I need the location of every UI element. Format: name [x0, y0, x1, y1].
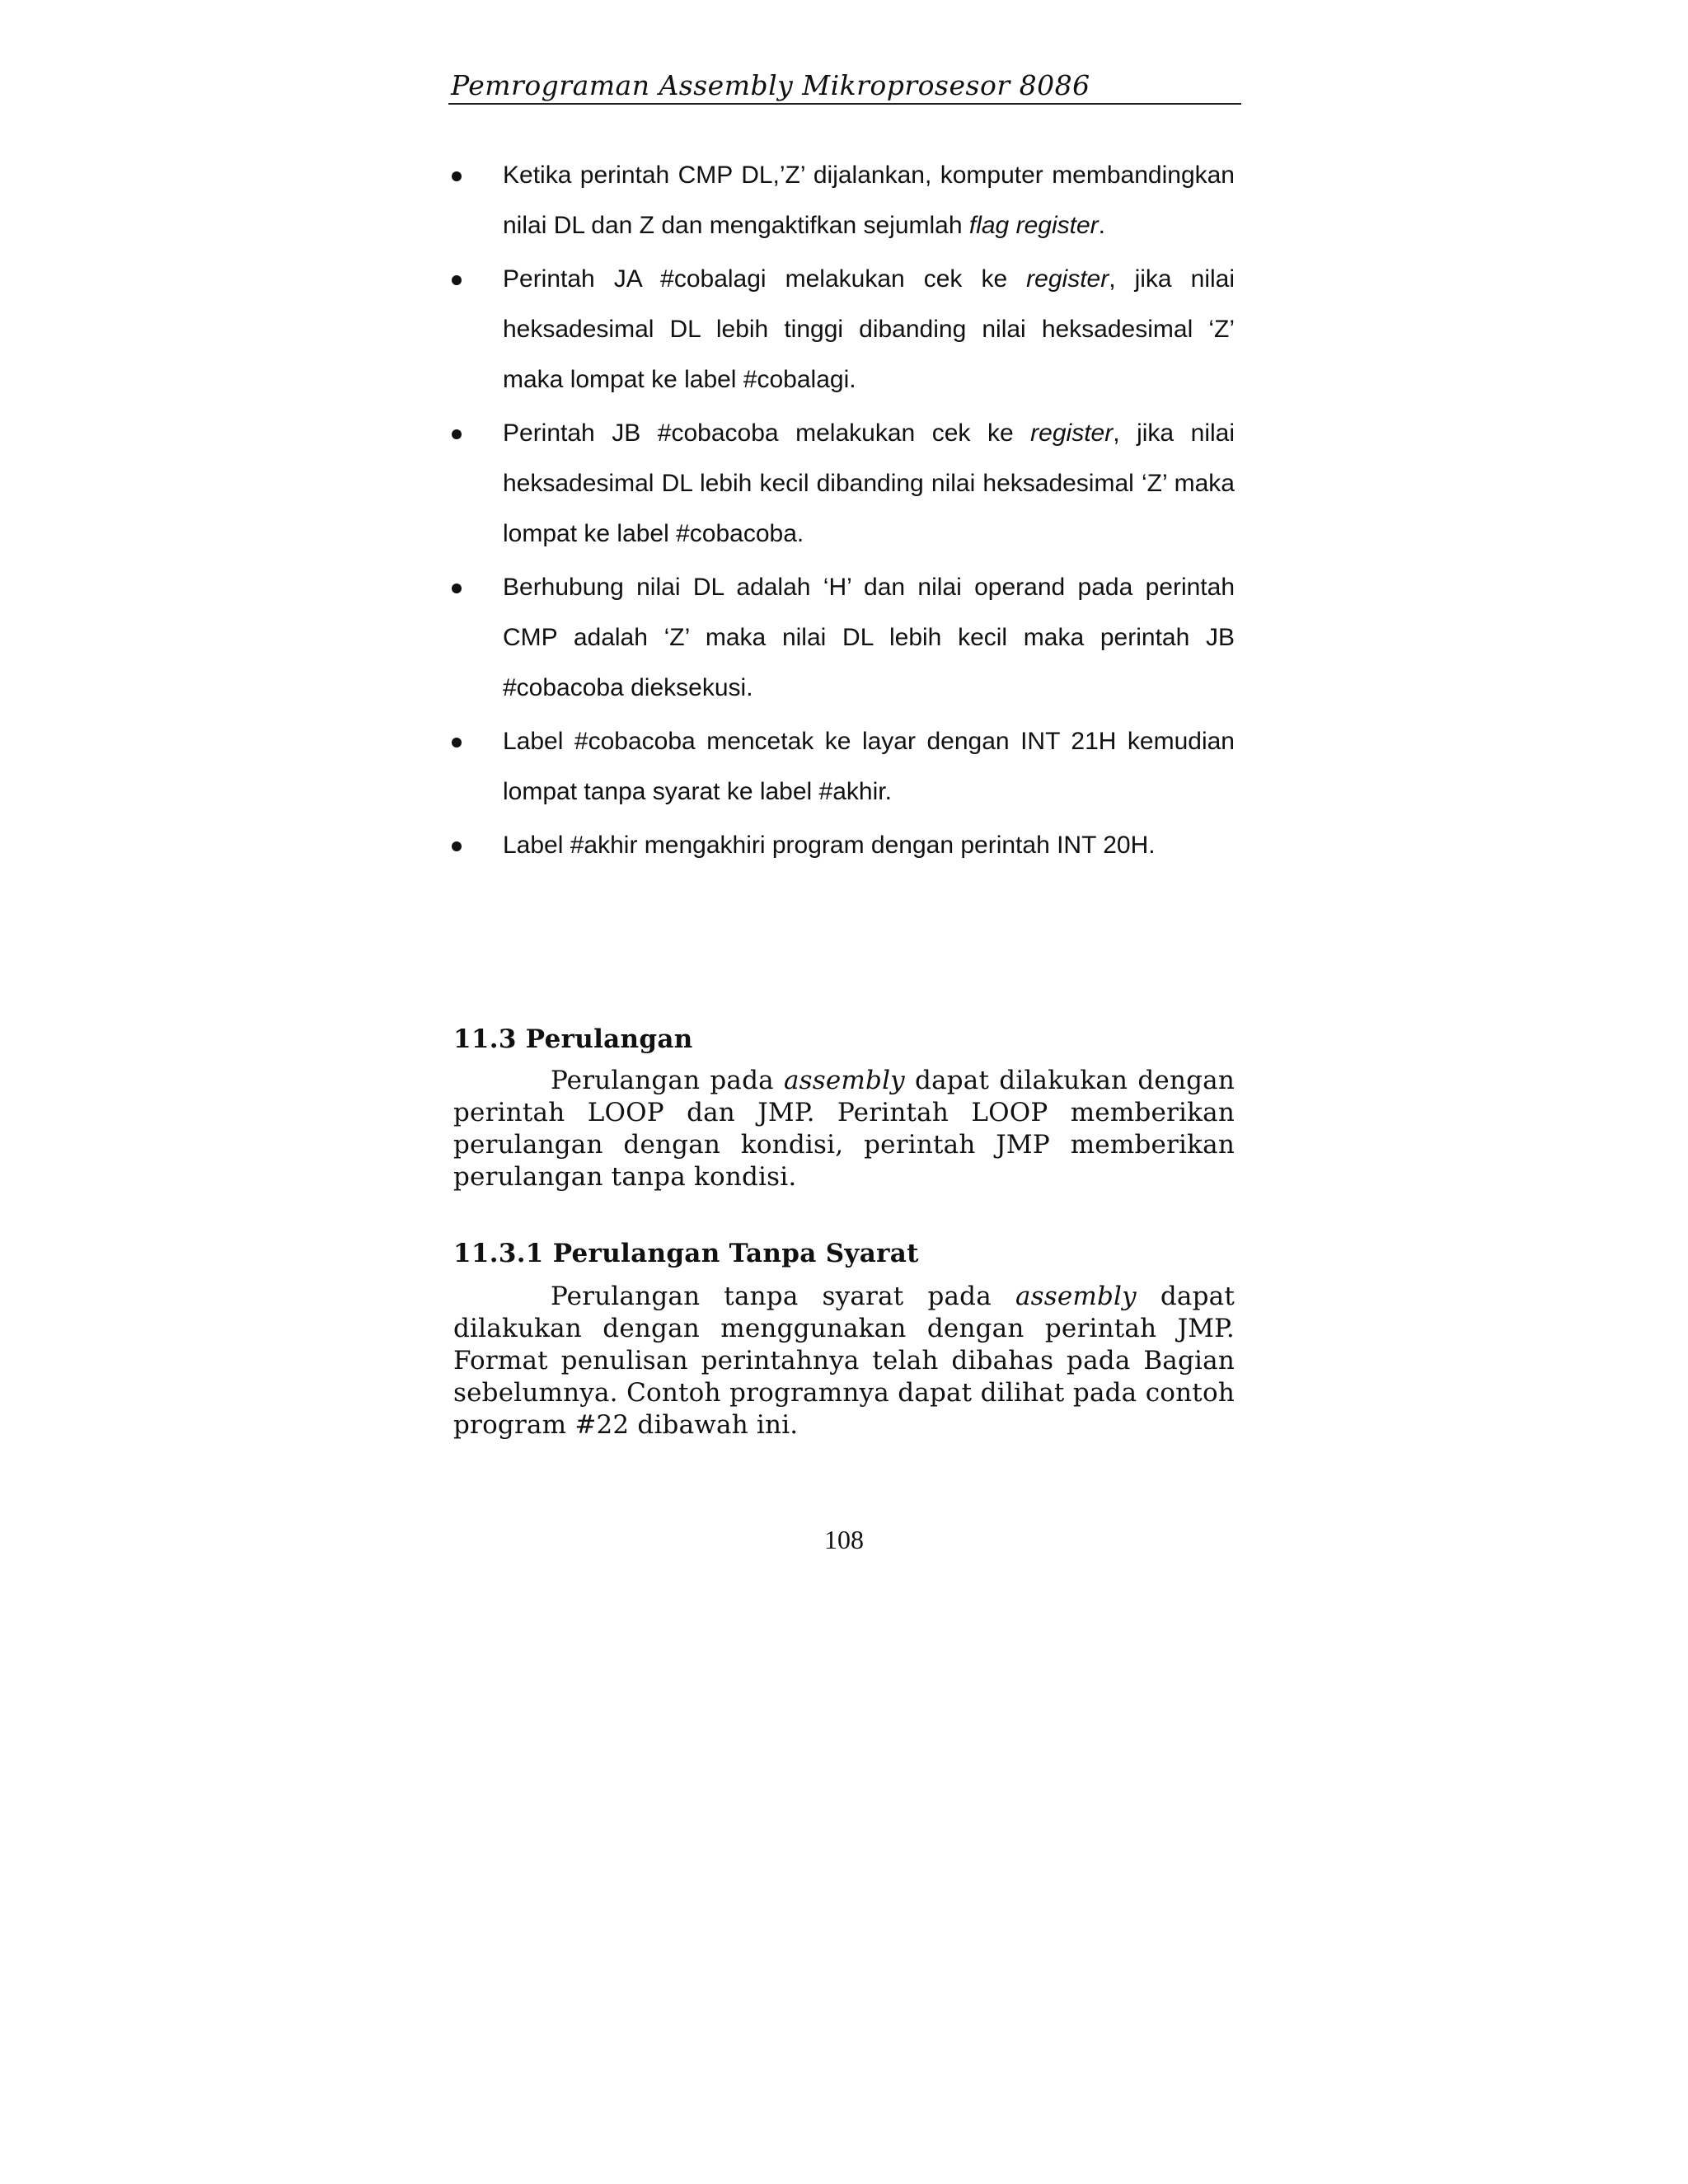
bullet-text: Label #cobacoba mencetak ke layar dengan INT 21H kemudian lompat tanpa syarat ke label #akhir.: [503, 728, 1235, 805]
bullet-text: Perintah JB #cobacoba melakukan cek ke register, jika nilai heksadesimal DL lebih kecil dibanding nilai heksadesimal ‘Z’ maka lompat ke label #cobacoba.: [503, 419, 1235, 547]
bullet-text: Label #akhir mengakhiri program dengan perintah INT 20H.: [503, 832, 1156, 859]
bullet-item-berhubung: [452, 562, 1235, 713]
bullet-item-cobacoba: [452, 716, 1235, 817]
bullet-list: [452, 150, 1235, 874]
running-header: Pemrograman Assembly Mikroprosesor 8086: [451, 69, 1090, 101]
bullet-item-ja: [452, 254, 1235, 405]
bullet-icon: [452, 429, 462, 439]
bullet-icon: [452, 275, 462, 285]
bullet-item-akhir: [452, 820, 1235, 870]
section-heading: 11.3 Perulangan: [453, 1024, 693, 1054]
bullet-icon: [452, 738, 462, 748]
bullet-icon: [452, 583, 462, 593]
page-number: 108: [824, 1525, 864, 1554]
section-paragraph: Perulangan pada assembly dapat dilakukan dengan perintah LOOP dan JMP. Perintah LOOP memberikan perulangan dengan kondisi, perintah JMP memberikan perulangan tanpa kondisi.: [453, 1066, 1236, 1192]
section-perulangan-tanpa-syarat: [453, 1236, 1235, 1441]
bullet-icon: [452, 171, 462, 181]
subsection-heading: 11.3.1 Perulangan Tanpa Syarat: [453, 1239, 919, 1268]
bullet-text: Ketika perintah CMP DL,’Z’ dijalankan, komputer membandingkan nilai DL dan Z dan mengaktifkan sejumlah flag register.: [503, 162, 1235, 239]
bullet-icon: [452, 841, 462, 851]
bullet-item-cmp: [452, 150, 1235, 251]
section-perulangan: [453, 1022, 1235, 1193]
bullet-text: Perintah JA #cobalagi melakukan cek ke register, jika nilai heksadesimal DL lebih tinggi dibanding nilai heksadesimal ‘Z’ maka lompat ke label #cobalagi.: [503, 265, 1235, 393]
bullet-item-jb: [452, 408, 1235, 559]
header-rule: [448, 103, 1241, 105]
bullet-text: Berhubung nilai DL adalah ‘H’ dan nilai operand pada perintah CMP adalah ‘Z’ maka nilai DL lebih kecil maka perintah JB #cobacoba dieksekusi.: [503, 574, 1235, 701]
section-paragraph: Perulangan tanpa syarat pada assembly dapat dilakukan dengan menggunakan dengan perintah JMP. Format penulisan perintahnya telah dibahas pada Bagian sebelumnya. Contoh programnya dapat dilihat pada contoh program #22 dibawah ini.: [453, 1282, 1236, 1440]
